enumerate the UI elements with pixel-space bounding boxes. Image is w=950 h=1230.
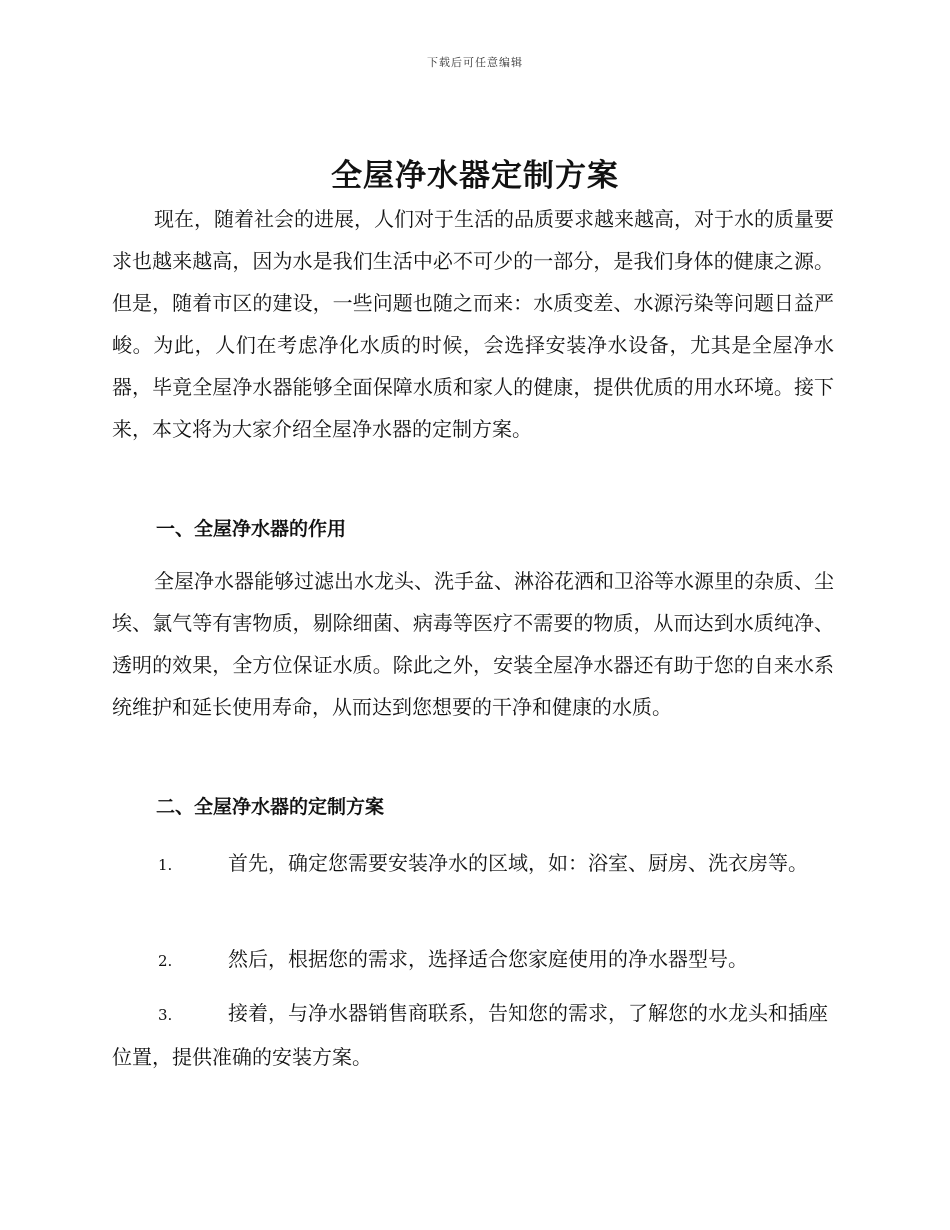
section-1-heading: 一、全屋净水器的作用 [156,518,347,540]
list-item-text: 首先，确定您需要安装净水的区域，如：浴室、厨房、洗衣房等。 [228,851,808,875]
section-2 [112,792,834,822]
list-item-number: 1. [158,856,173,874]
list-item-3 [112,992,834,1078]
document-title: 全屋净水器定制方案 [331,158,619,194]
intro-paragraph: 现在，随着社会的进展，人们对于生活的品质要求越来越高，对于水的质量要求也越来越高，因为水是我们生活中必不可少的一部分，是我们身体的健康之源。但是，随着市区的建设，一些问题也随之而来：水质变差、水源污染等问题日益严峻。为此，人们在考虑净化水质的时候，会选择安装净水设备，尤其是全屋净水器，毕竟全屋净水器能够全面保障水质和家人的健康，提供优质的用水环境。接下来，本文将为大家介绍全屋净水器的定制方案。 [112,207,834,441]
section-1 [112,514,834,544]
section-1-body [112,560,834,728]
list-item-2 [112,938,834,982]
list-item-number: 3. [158,1006,173,1024]
list-item [112,842,834,886]
list-item [112,992,834,1078]
page-header: 下载后可任意编辑 [427,56,523,69]
section-2-heading: 二、全屋净水器的定制方案 [156,796,385,818]
intro-block [112,198,834,450]
list-item-number: 2. [158,952,173,970]
list-item-1 [112,842,834,886]
list-item [112,938,834,982]
list-item-text: 然后，根据您的需求，选择适合您家庭使用的净水器型号。 [228,947,748,971]
section-1-paragraph: 全屋净水器能够过滤出水龙头、洗手盆、淋浴花洒和卫浴等水源里的杂质、尘埃、氯气等有害物质，剔除细菌、病毒等医疗不需要的物质，从而达到水质纯净、透明的效果，全方位保证水质。除此之外，安装全屋净水器还有助于您的自来水系统维护和延长使用寿命，从而达到您想要的干净和健康的水质。 [112,569,834,719]
list-item-text: 接着，与净水器销售商联系，告知您的需求，了解您的水龙头和插座位置，提供准确的安装方案。 [112,1001,828,1069]
